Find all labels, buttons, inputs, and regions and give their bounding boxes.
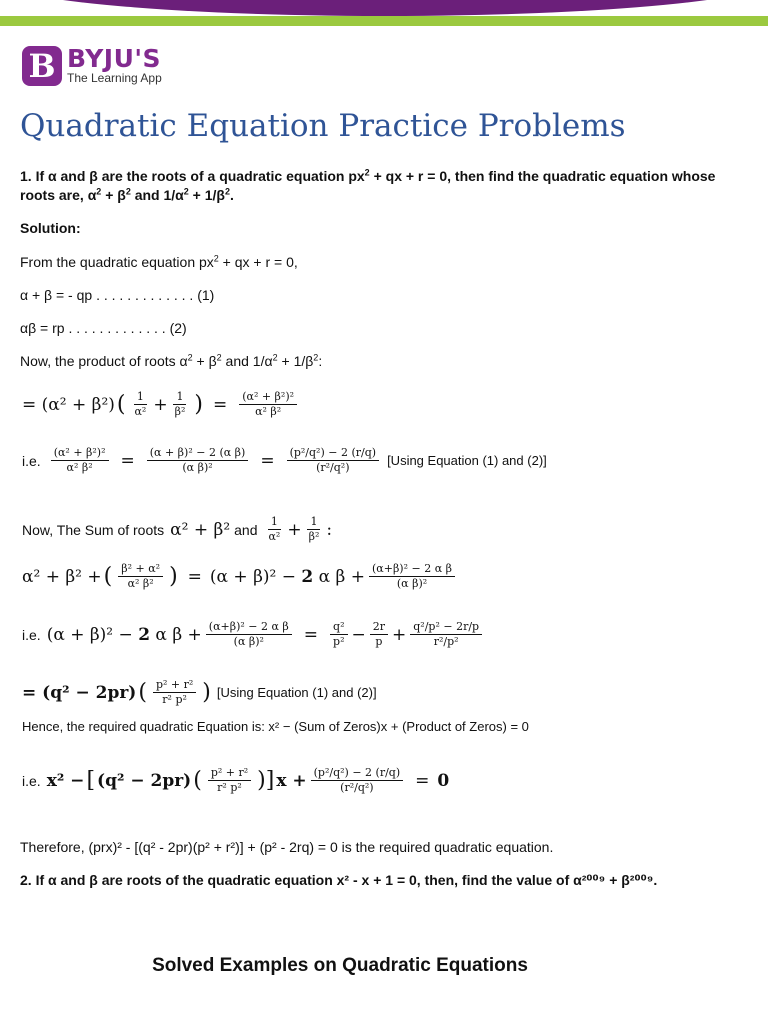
banner-green-stripe bbox=[0, 16, 768, 26]
section-heading: Solved Examples on Quadratic Equations bbox=[152, 955, 528, 976]
solution-line-2: α + β = - qp . . . . . . . . . . . . . (1) bbox=[20, 287, 215, 303]
sum-of-roots-line: Now, The Sum of roots α² + β² and $\frac{1}{\text{α²}}$ + $\frac{1}{\text{β²}}$ : bbox=[22, 515, 333, 543]
byjus-logo[interactable] bbox=[22, 46, 162, 86]
equation-sum: α² + β² + ( $\frac{\text{β² + α²}}{\text{α² β²}}$ ) = (α + β)² − 2 α β + $\frac{\text{(α+β)² − 2 α β}}{\text{(α β)²}}$ bbox=[22, 562, 459, 591]
banner-purple-stripe bbox=[0, 0, 768, 16]
solution-label: Solution: bbox=[20, 220, 81, 236]
solution-line-4: Now, the product of roots $\alpha^2 + \beta^2$ and $1/\alpha^2 + 1/\beta^2$: bbox=[20, 352, 323, 369]
equation-sum-expanded: i.e. (α + β)² − 2 α β + $\frac{\text{(α+β)² − 2 α β}}{\text{(α β)²}}$ = $\frac{\text{q²}}{\text{p²}}$ − $\frac{2r}{p}$ + $\frac{\text{q²/p² − 2r/p}}{\text{r²/p²}}$ bbox=[22, 620, 486, 649]
equation-product-expanded: i.e. $\frac{\text{(α² + β²)²}}{\text{α² β²}}$ = $\frac{\text{(α + β)² − 2 (α β)}}{\text{(α β)²}}$ = $\frac{\text{(p²/q²) − 2 (r/q)}}{\text{(r²/q²)}}$ [Using Equation (1) and (2)] bbox=[22, 446, 547, 474]
question-2: 2. If α and β are roots of the quadratic equation x² - x + 1 = 0, then, find the value of α²⁰⁰⁹ + β²⁰⁰⁹. bbox=[20, 872, 658, 888]
question-1: 1. If α and β are the roots of a quadratic equation $px^2$ + qx + r = 0, then find the quadratic equation whose roots are, $\alpha^2 + \beta^2$ and $1/\alpha^2 + 1/\beta^2$. bbox=[20, 167, 716, 203]
therefore-line: Therefore, (prx)² - [(q² - 2pr)(p² + r²)] + (p² - 2rq) = 0 is the required quadratic equation. bbox=[20, 839, 554, 855]
equation-final: i.e. x² − [ (q² − 2pr) ( $\frac{\text{p² + r²}}{\text{r² p²}}$ )] x + $\frac{\text{(p²/q²) − 2 (r/q)}}{\text{(r²/q²)}}$ = 0 bbox=[22, 766, 450, 794]
header-banner bbox=[0, 0, 768, 26]
brand-name: BYJU'S bbox=[67, 44, 162, 73]
solution-line-1: From the quadratic equation $px^2$ + qx + r = 0, bbox=[20, 253, 298, 270]
hence-line: Hence, the required quadratic Equation is: x² − (Sum of Zeros)x + (Product of Zeros) = 0 bbox=[22, 719, 529, 734]
brand-tagline: The Learning App bbox=[67, 71, 162, 85]
logo-mark-icon: B bbox=[22, 46, 62, 86]
equation-product: = (α² + β²) ( $\frac{1}{\text{α²}}$ + $\frac{1}{\text{β²}}$ ) = $\frac{\text{(α² + β²)²}}{\text{α² β²}}$ bbox=[22, 390, 301, 419]
solution-line-3: αβ = rp . . . . . . . . . . . . . (2) bbox=[20, 320, 187, 336]
equation-sum-result: = (q² − 2pr) ( $\frac{\text{p² + r²}}{\text{r² p²}}$ ) [Using Equation (1) and (2)] bbox=[22, 678, 377, 706]
page-title: Quadratic Equation Practice Problems bbox=[20, 108, 626, 144]
